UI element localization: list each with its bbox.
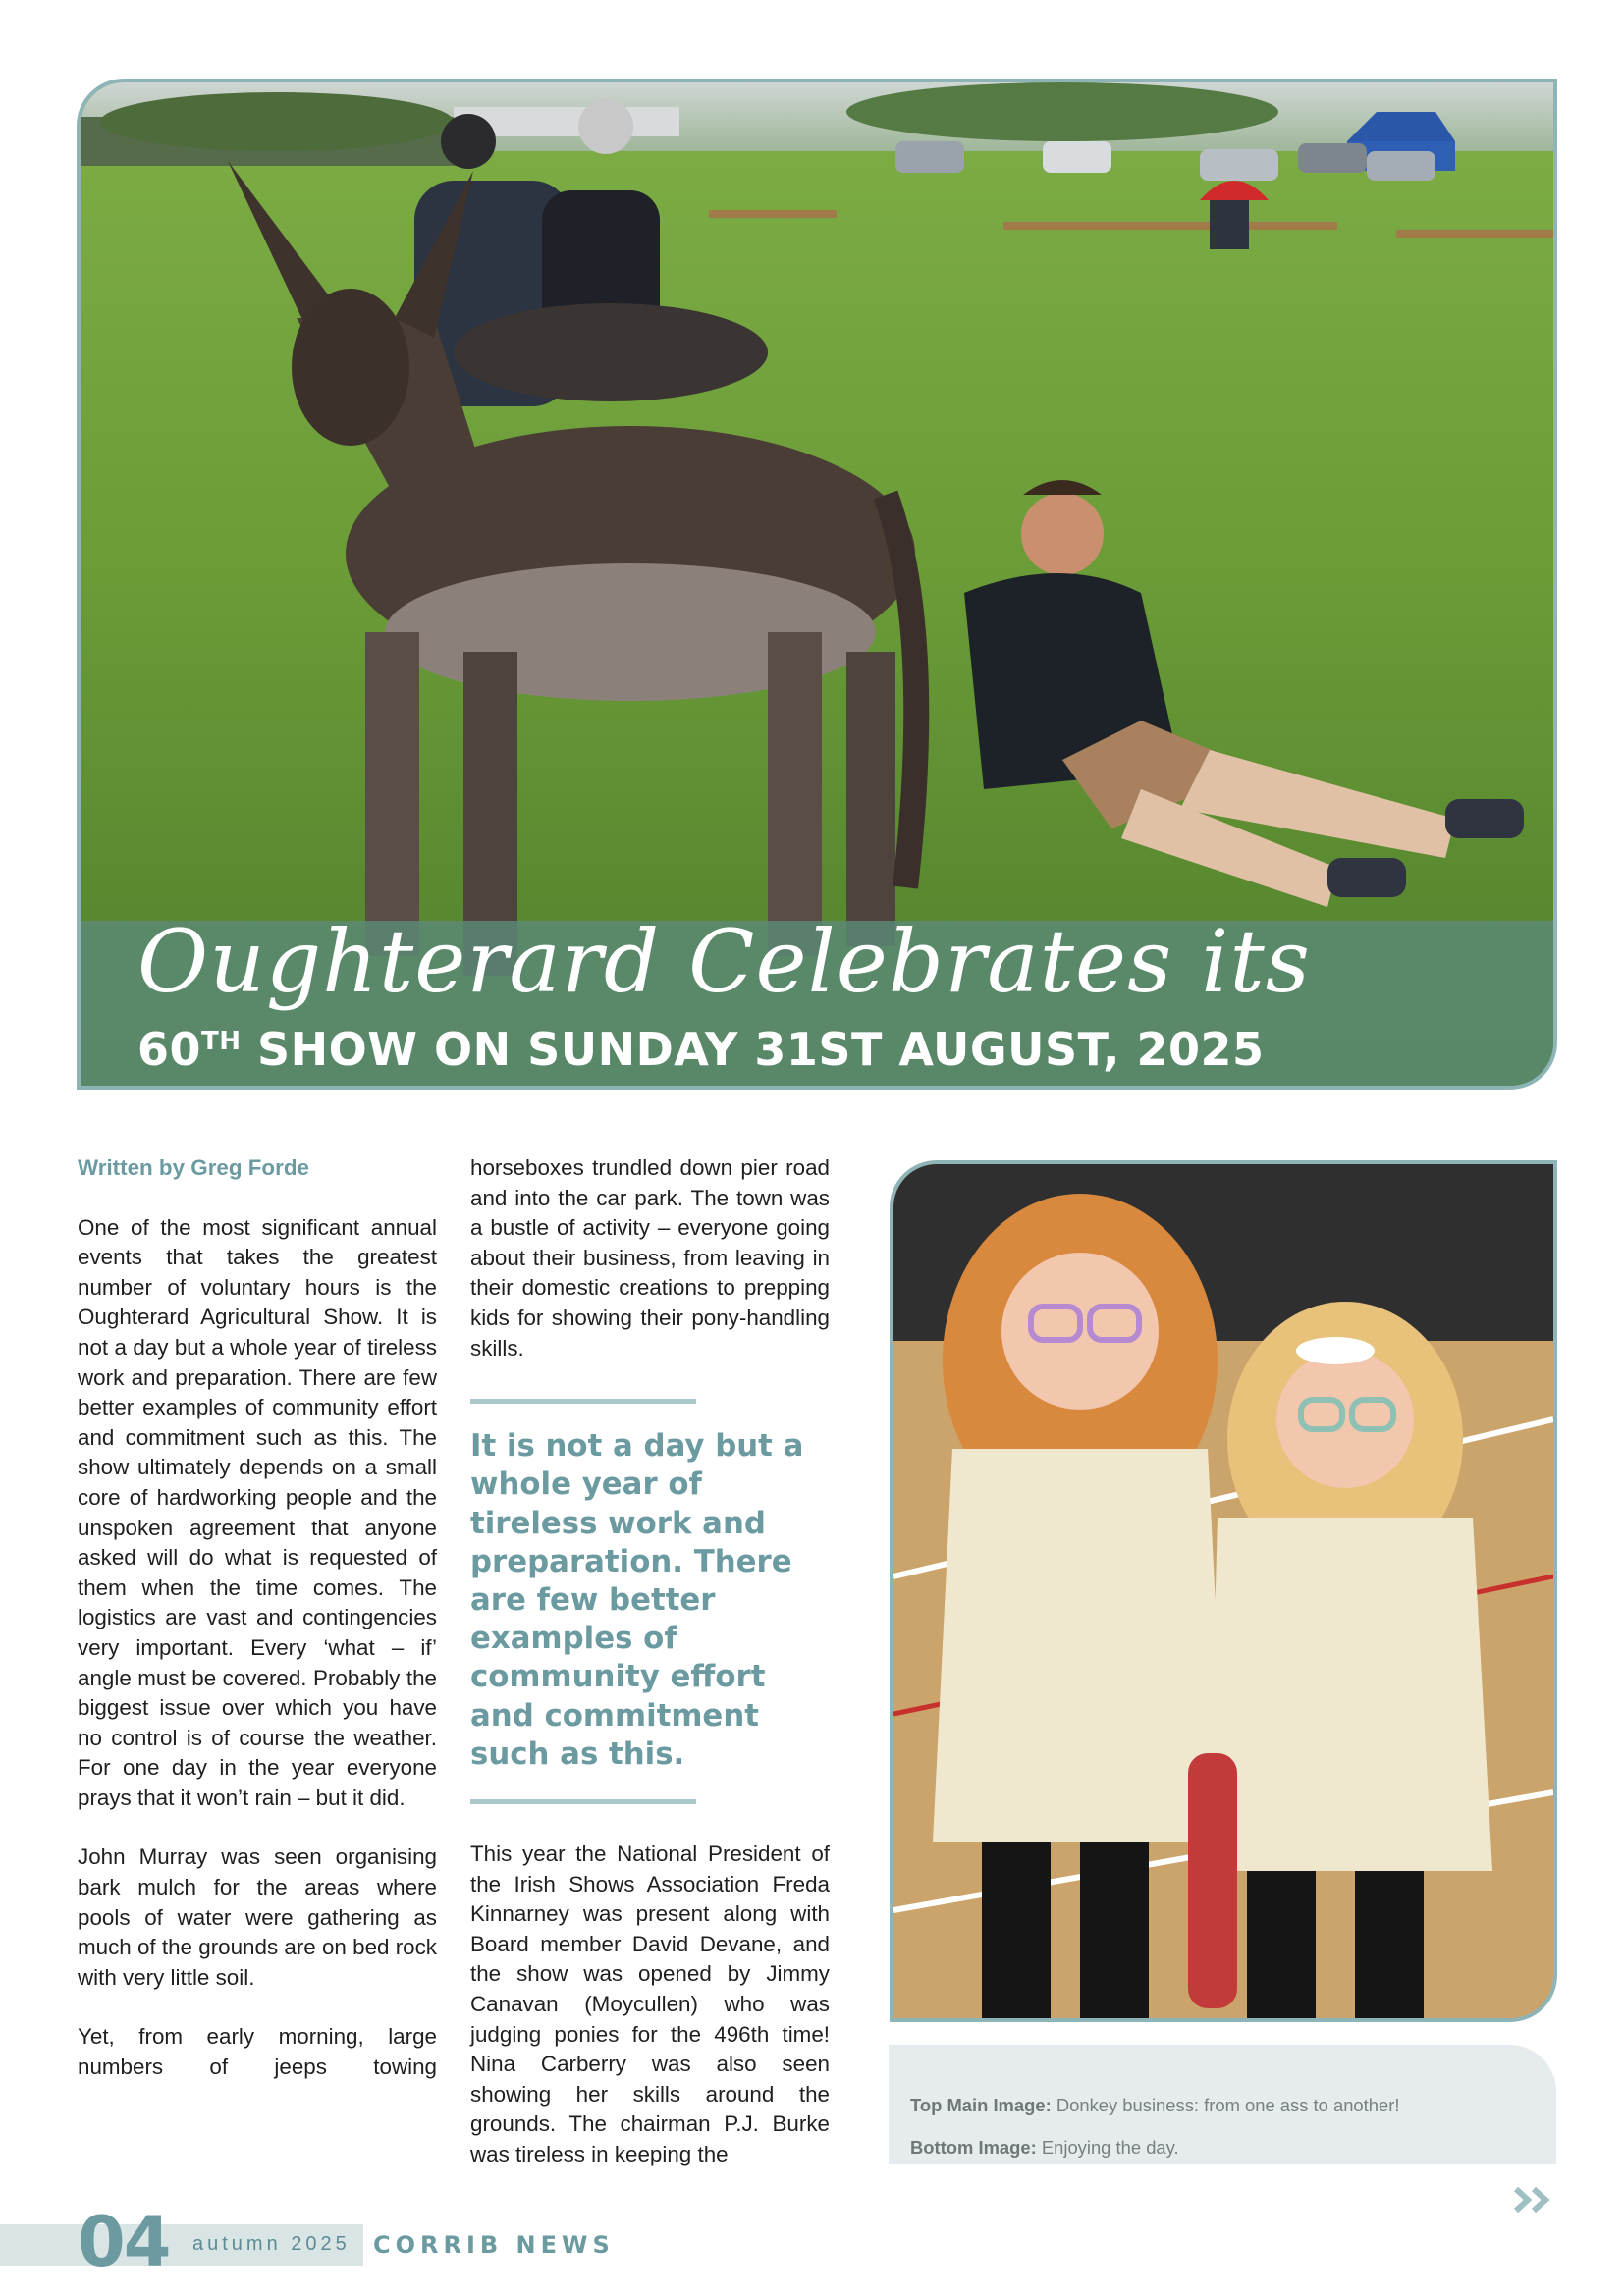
children-photo [893, 1164, 1553, 2018]
paragraph: Yet, from early morning, large numbers of jeeps towing [78, 2024, 437, 2080]
publication-name: CORRIB NEWS [373, 2231, 615, 2259]
bottom-caption-label: Bottom Image: [910, 2137, 1037, 2158]
hero-title-script: Oughterard Celebrates its [137, 911, 1311, 1012]
pull-quote-rule-top [470, 1399, 696, 1404]
page-number: 04 [78, 2202, 170, 2282]
bottom-caption [910, 2126, 1556, 2168]
show-number: 60 [137, 1023, 202, 1076]
paragraph: horseboxes trundled down pier road and into the car park. The town was a bustle of activity – everyone going about their business, from leaving in their domestic creations to prepping kids for showing their pony-handling skills. [470, 1155, 830, 1361]
hero-subtitle [137, 1023, 1265, 1076]
article-column-1 [78, 1153, 437, 2112]
byline: Written by Greg Forde [78, 1155, 309, 1180]
top-caption-label: Top Main Image: [910, 2095, 1052, 2115]
bottom-caption-text: Enjoying the day. [1036, 2137, 1179, 2158]
bottom-image [890, 1160, 1557, 2022]
show-ordinal: TH [201, 1027, 242, 1056]
pull-quote: It is not a day but a whole year of tireless work and preparation. There are few better examples of community effort and commitment such as this. [470, 1428, 804, 1772]
paragraph: This year the National President of the Irish Shows Association Freda Kinnarney was present along with Board member David Devane, and the show was opened by Jimmy Canavan (Moycullen) who was judging ponies for the 496th time! Nina Carberry was also seen showing her skills around the grounds. The chairman P.J. Burke was tireless in keeping the [470, 1841, 830, 2166]
top-caption-text: Donkey business: from one ass to another! [1051, 2095, 1400, 2115]
double-chevron-right-icon[interactable] [1512, 2185, 1561, 2215]
article-column-2 [470, 1153, 830, 2200]
show-date: SHOW ON SUNDAY 31ST AUGUST, 2025 [241, 1023, 1265, 1076]
hero-image [77, 79, 1557, 1090]
pull-quote-rule-bottom [470, 1799, 696, 1804]
paragraph: John Murray was seen organising bark mulch for the areas where pools of water were gathering as much of the grounds are on bed rock with very little soil. [78, 1844, 437, 1990]
issue-season: autumn 2025 [192, 2233, 351, 2255]
top-caption [910, 2084, 1556, 2126]
image-captions [889, 2045, 1556, 2164]
paragraph: One of the most significant annual events that takes the greatest number of voluntary hours is the Oughterard Agricultural Show. It is not a day but a whole year of tireless work and preparation. There are few better examples of community effort and commitment such as this. The show ultimately depends on a small core of hardworking people and the unspoken agreement that anyone asked will do what is requested of them when the time comes. The logistics are vast and contingencies very important. Every ‘what – if’ angle must be covered. Probably the biggest issue over which you have no control is of course the weather. For one day in the year everyone prays that it won’t rain – but it did. [78, 1214, 437, 1810]
